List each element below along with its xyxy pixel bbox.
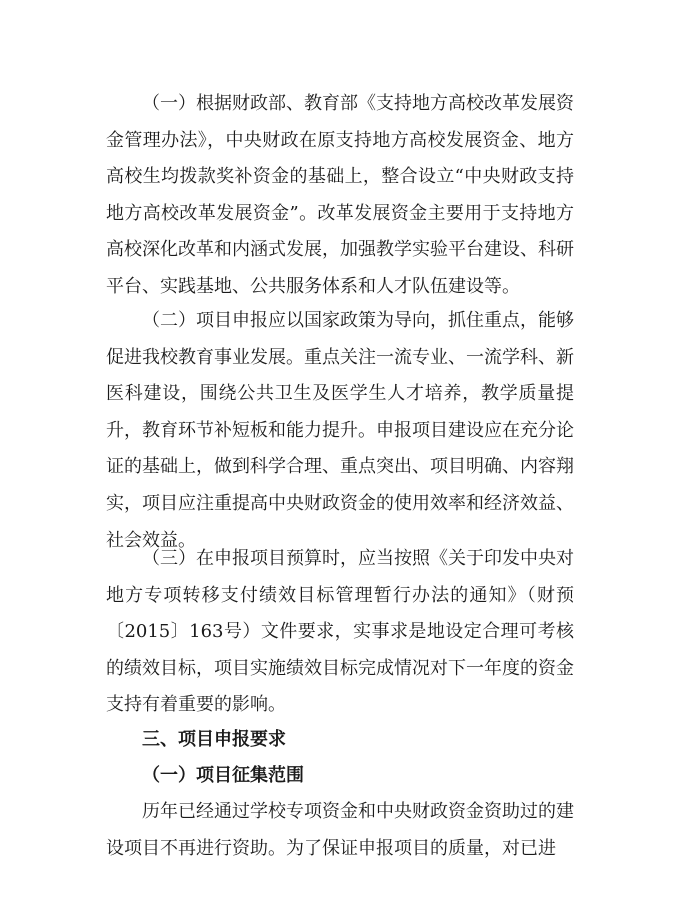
subsection-heading: （一）项目征集范围 — [142, 765, 304, 786]
paragraph-budget-requirements: （三）在申报项目预算时，应当按照《关于印发中央对地方专项转移支付绩效目标管理暂行办法的通知》（财预〔2015〕163号）文件要求，实事求是地设定合理可考核的绩效目标，项目实施绩效目标完成情况对下一年度的资金支持有着重要的影响。 — [106, 548, 574, 716]
paragraph-policy-basis: （一）根据财政部、教育部《支持地方高校改革发展资金管理办法》，中央财政在原支持地方高校发展资金、地方高校生均拨款奖补资金的基础上，整合设立“中央财政支持地方高校改革发展资金”。改革发展资金主要用于支持地方高校深化改革和内涵式发展，加强教学实验平台建设、科研平台、实践基地、公共服务体系和人才队伍建设等。 — [106, 93, 574, 297]
paragraph-project-scope: 历年已经通过学校专项资金和中央财政资金资助过的建设项目不再进行资助。为了保证申报项目的质量，对已进 — [106, 801, 574, 859]
section-heading: 三、项目申报要求 — [142, 729, 286, 750]
paragraph-policy-orientation: （二）项目申报应以国家政策为导向，抓住重点，能够促进我校教育事业发展。重点关注一流专业、一流学科、新医科建设，围绕公共卫生及医学生人才培养，教学质量提升，教育环节补短板和能力提升。申报项目建设应在充分论证的基础上，做到科学合理、重点突出、项目明确、内容翔实，项目应注重提高中央财政资金的使用效率和经济效益、社会效益。 — [106, 310, 574, 551]
